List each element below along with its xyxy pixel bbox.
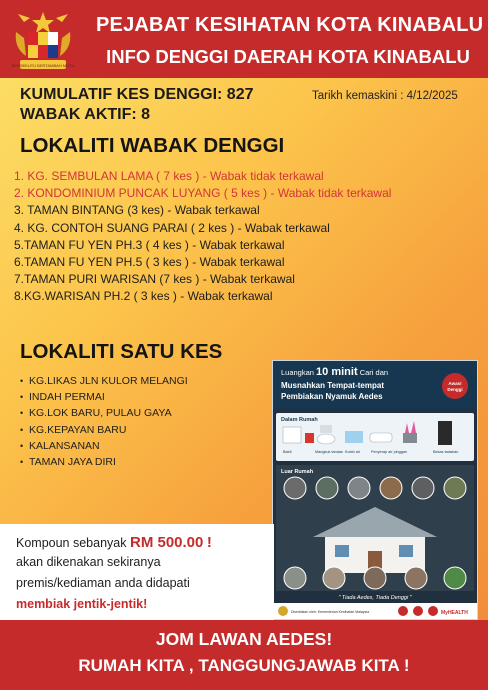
malaysia-coat-of-arms-icon — [10, 8, 76, 74]
svg-text:Awas!: Awas! — [448, 381, 462, 386]
active-outbreaks: WABAK AKTIF: 8 — [20, 106, 151, 123]
bullet-icon: • — [20, 408, 24, 419]
awas-denggi-badge-icon — [442, 373, 468, 399]
update-date: Tarikh kemaskini : 4/12/2025 — [312, 90, 458, 102]
svg-text:MyHEALTH: MyHEALTH — [441, 610, 468, 616]
water-container-icon — [348, 477, 370, 499]
svg-text:Kolah air: Kolah air — [345, 450, 360, 454]
bucket-icon — [305, 433, 314, 443]
septic-tank-icon — [412, 477, 434, 499]
bullet-icon: • — [20, 424, 24, 435]
single-case-heading: LOKALITI SATU KES — [20, 340, 223, 363]
svg-text:Disediakan oleh: Kementerian K: Disediakan oleh: Kementerian Kesihatan Malaysia — [291, 610, 370, 614]
fridge-icon — [438, 421, 452, 445]
bullet-icon: • — [20, 457, 24, 468]
bullet-icon: • — [20, 392, 24, 403]
coconut-shell-icon — [380, 477, 402, 499]
svg-text:Pembiakan Nyamuk Aedes: Pembiakan Nyamuk Aedes — [281, 392, 383, 401]
svg-text:Musnahkan Tempat-tempat: Musnahkan Tempat-tempat — [281, 381, 384, 390]
list-item: 5.TAMAN FU YEN PH.3 ( 4 kes ) - Wabak terkawal — [14, 237, 285, 252]
footer-slogan-2: RUMAH KITA , TANGGUNGJAWAB KITA ! — [78, 656, 410, 675]
list-item: 2. KONDOMINIUM PUNCAK LUYANG ( 5 kes ) - Wabak tidak terkawal — [14, 186, 392, 201]
bottles-cans-icon — [284, 567, 306, 589]
list-item: 6.TAMAN FU YEN PH.5 ( 3 kes ) - Wabak terkawal — [14, 255, 285, 270]
list-item: 7.TAMAN PURI WARISAN (7 kes ) - Wabak terkawal — [14, 272, 295, 287]
svg-text:Dalam Rumah: Dalam Rumah — [281, 417, 318, 423]
svg-text:" Tiada Aedes, Tiada Denggi ": " Tiada Aedes, Tiada Denggi " — [338, 595, 412, 601]
drain-icon — [316, 477, 338, 499]
svg-text:BERSEKUTU BERTAMBAH MUTU: BERSEKUTU BERTAMBAH MUTU — [11, 63, 75, 68]
compound-warning-box — [0, 524, 274, 620]
svg-text:Bekas tadahan: Bekas tadahan — [433, 450, 459, 454]
svg-text:Mangkuk tandas: Mangkuk tandas — [315, 450, 343, 454]
compound-amount: RM 500.00 — [129, 534, 204, 551]
list-item: • KG.KEPAYAN BARU — [20, 422, 188, 438]
social-icon — [413, 606, 423, 616]
svg-text:Luangkan 10 minit Cari dan: Luangkan 10 minit Cari dan — [281, 366, 389, 378]
cumulative-cases: KUMULATIF KES DENGGI: 827 — [20, 86, 254, 103]
list-item: • KG.LIKAS JLN KULOR MELANGI — [20, 373, 188, 389]
compound-line-3: premis/kediaman anda didapati — [16, 576, 190, 590]
footer-slogan-1: JOM LAWAN AEDES! — [155, 629, 333, 649]
list-item: • KG.LOK BARU, PULAU GAYA — [20, 405, 188, 421]
moh-logo-icon — [278, 606, 288, 616]
plastic-container-icon — [323, 567, 345, 589]
toilet-tank-icon — [320, 425, 332, 433]
flower-pot-icon — [405, 567, 427, 589]
svg-text:Luar Rumah: Luar Rumah — [281, 469, 314, 475]
dish-rack-icon — [370, 433, 392, 442]
outbreak-localities-heading: LOKALITI WABAK DENGGI — [20, 134, 285, 157]
social-icon — [398, 606, 408, 616]
list-item: • KALANSANAN — [20, 438, 188, 454]
social-icon — [428, 606, 438, 616]
single-case-list — [20, 373, 188, 470]
list-item: • INDAH PERMAI — [20, 389, 188, 405]
plant-icon — [444, 567, 466, 589]
list-item: 4. KG. CONTOH SUANG PARAI ( 2 kes ) - Wabak terkawal — [14, 220, 330, 235]
list-item: 3. TAMAN BINTANG (3 kes) - Wabak terkawal — [14, 203, 260, 218]
pet-bowl-icon — [364, 567, 386, 589]
header-banner — [0, 0, 488, 78]
list-item: 8.KG.WARISAN PH.2 ( 3 kes ) - Wabak terkawal — [14, 289, 273, 304]
compound-line-4: membiak jentik-jentik! — [16, 597, 148, 611]
office-title: PEJABAT KESIHATAN KOTA KINABALU — [96, 14, 484, 36]
sink-icon — [283, 427, 301, 443]
list-item: • TAMAN JAYA DIRI — [20, 454, 188, 470]
bullet-icon: • — [20, 440, 24, 451]
svg-text:Baldi: Baldi — [283, 450, 292, 454]
trash-bin-icon — [444, 477, 466, 499]
infographic-graphic — [273, 361, 477, 619]
compound-line-1: Kompoun sebanyak RM 500.00 ! — [16, 534, 212, 551]
water-tank-icon — [345, 431, 363, 443]
tyre-icon — [284, 477, 306, 499]
outbreak-localities-list — [14, 168, 391, 306]
svg-text:Denggi: Denggi — [447, 387, 463, 392]
svg-text:Penyerap air pinggan: Penyerap air pinggan — [371, 450, 408, 454]
compound-line-2: akan dikenakan sekiranya — [16, 555, 161, 569]
aedes-breeding-infographic — [272, 360, 478, 620]
list-item: 1. KG. SEMBULAN LAMA ( 7 kes ) - Wabak tidak terkawal — [14, 169, 324, 183]
bullet-icon: • — [20, 376, 24, 386]
footer-banner — [0, 620, 488, 690]
poster-subtitle: INFO DENGGI DAERAH KOTA KINABALU — [106, 46, 470, 67]
toilet-bowl-icon — [317, 434, 335, 444]
